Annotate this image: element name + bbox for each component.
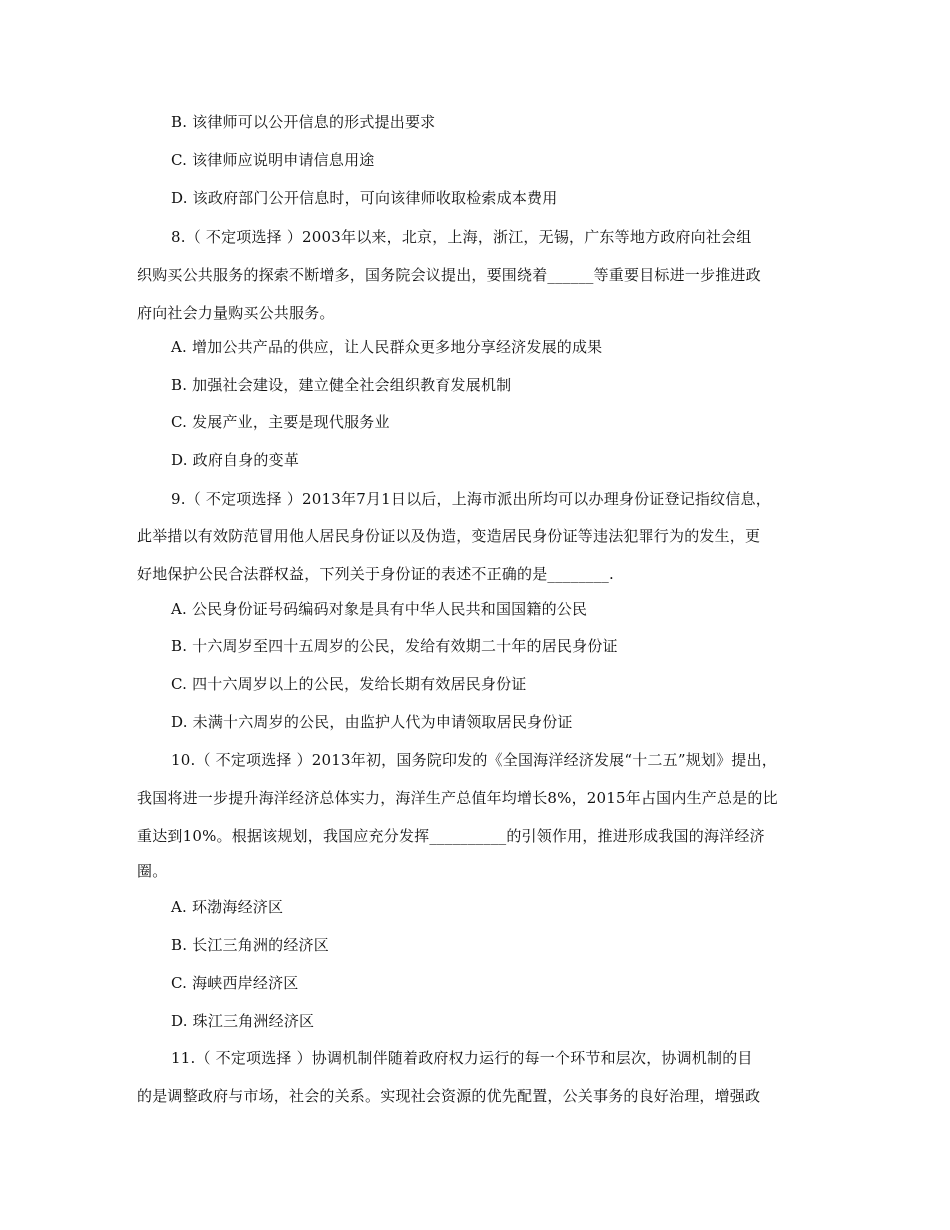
q9-stem-line-3: 好地保护公民合法群权益，下列关于身份证的表述不正确的是________. (137, 565, 614, 583)
q9-stem-line-1: 9.（ 不定项选择 ）2013年7月1日以后，上海市派出所均可以办理身份证登记指纹信息， (171, 490, 771, 508)
q7-option-b: B. 该律师可以公开信息的形式提出要求 (171, 113, 436, 131)
q9-option-c: C. 四十六周岁以上的公民，发给长期有效居民身份证 (171, 675, 527, 693)
q9-stem-line-2: 此举措以有效防范冒用他人居民身份证以及伪造，变造居民身份证等违法犯罪行为的发生，更 (137, 527, 761, 545)
q10-stem-line-4: 圈。 (137, 862, 168, 880)
q10-option-a: A. 环渤海经济区 (171, 898, 284, 916)
q8-option-b: B. 加强社会建设，建立健全社会组织教育发展机制 (171, 376, 512, 394)
q8-stem-line-1: 8.（ 不定项选择 ）2003年以来，北京，上海，浙江，无锡，广东等地方政府向社会组 (171, 228, 752, 246)
q8-stem-line-2: 织购买公共服务的探索不断增多，国务院会议提出，要围绕着______等重要目标进一步推进政 (137, 266, 761, 284)
q10-stem-line-3: 重达到10%。根据该规划，我国应充分发挥__________的引领作用，推进形成我国的海洋经济 (137, 827, 765, 845)
q10-stem-line-2: 我国将进一步提升海洋经济总体实力，海洋生产总值年均增长8%，2015年占国内生产总是的比 (137, 789, 778, 807)
q7-option-c: C. 该律师应说明申请信息用途 (171, 151, 375, 169)
q8-option-d: D. 政府自身的变革 (171, 451, 300, 469)
q10-option-b: B. 长江三角洲的经济区 (171, 936, 329, 954)
q8-option-c: C. 发展产业，主要是现代服务业 (171, 413, 390, 431)
q9-option-b: B. 十六周岁至四十五周岁的公民，发给有效期二十年的居民身份证 (171, 637, 618, 655)
q10-option-d: D. 珠江三角洲经济区 (171, 1012, 315, 1030)
q11-stem-line-1: 11.（ 不定项选择 ）协调机制伴随着政府权力运行的每一个环节和层次，协调机制的目 (171, 1049, 753, 1067)
q9-option-d: D. 未满十六周岁的公民，由监护人代为申请领取居民身份证 (171, 713, 573, 731)
q11-stem-line-2: 的是调整政府与市场，社会的关系。实现社会资源的优先配置，公关事务的良好治理，增强政 (137, 1087, 761, 1105)
q9-option-a: A. 公民身份证号码编码对象是具有中华人民共和国国籍的公民 (171, 600, 588, 618)
q7-option-d: D. 该政府部门公开信息时，可向该律师收取检索成本费用 (171, 189, 558, 207)
q8-option-a: A. 增加公共产品的供应，让人民群众更多地分享经济发展的成果 (171, 338, 603, 356)
q10-stem-line-1: 10.（ 不定项选择 ）2013年初，国务院印发的《全国海洋经济发展“十二五”规划》提出， (171, 751, 777, 769)
q8-stem-line-3: 府向社会力量购买公共服务。 (137, 304, 335, 322)
q10-option-c: C. 海峡西岸经济区 (171, 974, 299, 992)
